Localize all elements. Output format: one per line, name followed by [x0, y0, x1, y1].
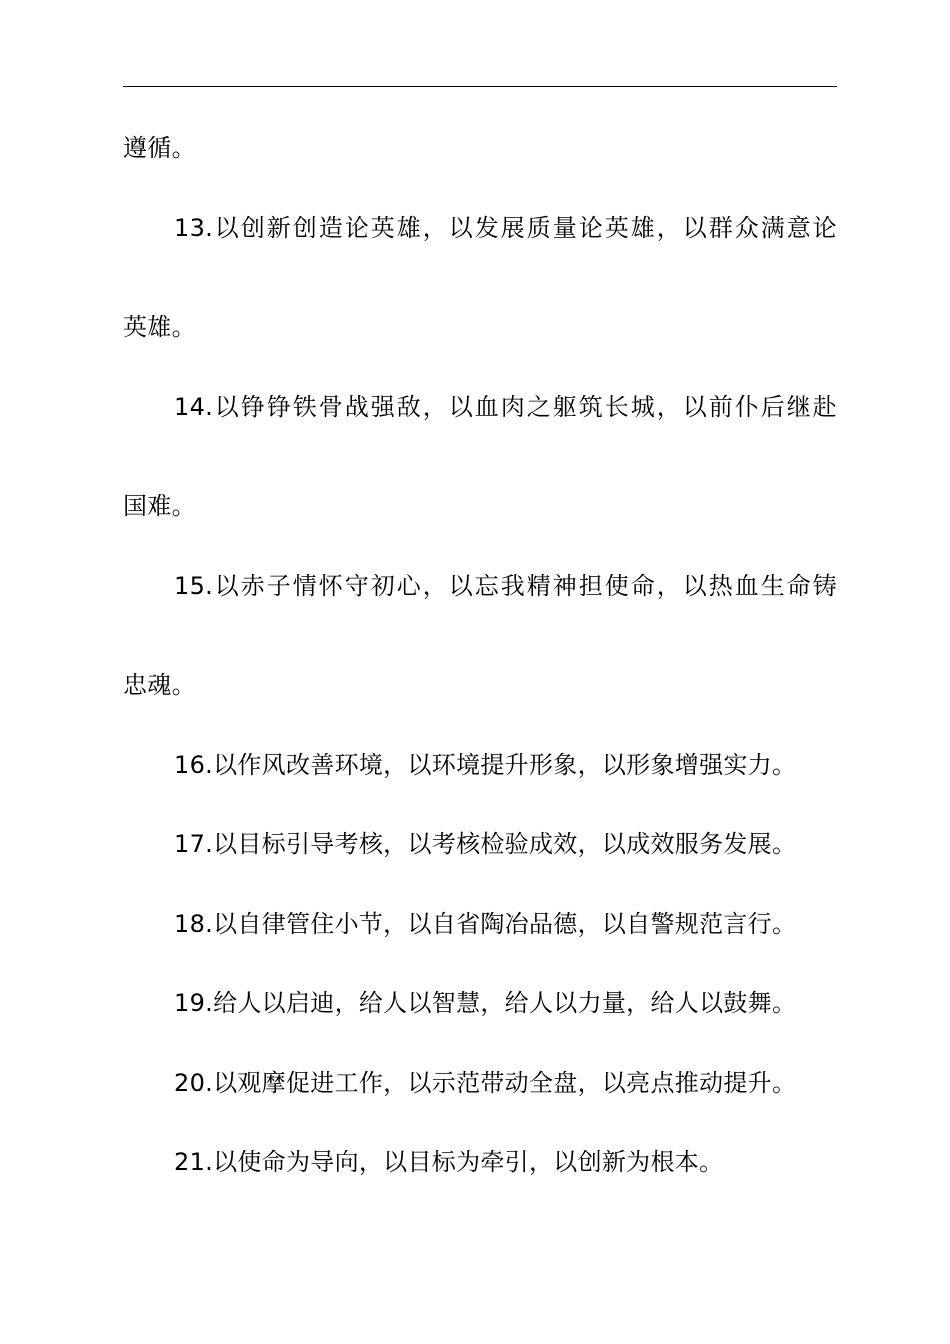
text-line-continuation: 英雄。	[123, 313, 196, 341]
text-line-item-18: 18.以自律管住小节，以自省陶冶品德，以自警规范言行。	[174, 910, 797, 938]
text-line-continuation: 遵循。	[123, 134, 196, 162]
text-line-item-15: 15.以赤子情怀守初心，以忘我精神担使命，以热血生命铸	[174, 572, 837, 600]
text-line-item-14: 14.以铮铮铁骨战强敌，以血肉之躯筑长城，以前仆后继赴	[174, 393, 837, 421]
text-line-continuation: 忠魂。	[123, 671, 196, 699]
text-line-item-21: 21.以使命为导向，以目标为牵引，以创新为根本。	[174, 1148, 724, 1176]
text-line-item-20: 20.以观摩促进工作，以示范带动全盘，以亮点推动提升。	[174, 1069, 797, 1097]
text-line-item-13: 13.以创新创造论英雄，以发展质量论英雄，以群众满意论	[174, 214, 837, 242]
text-line-item-19: 19.给人以启迪，给人以智慧，给人以力量，给人以鼓舞。	[174, 989, 797, 1017]
header-rule	[123, 86, 837, 87]
text-line-item-17: 17.以目标引导考核，以考核检验成效，以成效服务发展。	[174, 830, 797, 858]
text-line-item-16: 16.以作风改善环境，以环境提升形象，以形象增强实力。	[174, 751, 797, 779]
text-line-continuation: 国难。	[123, 492, 196, 520]
